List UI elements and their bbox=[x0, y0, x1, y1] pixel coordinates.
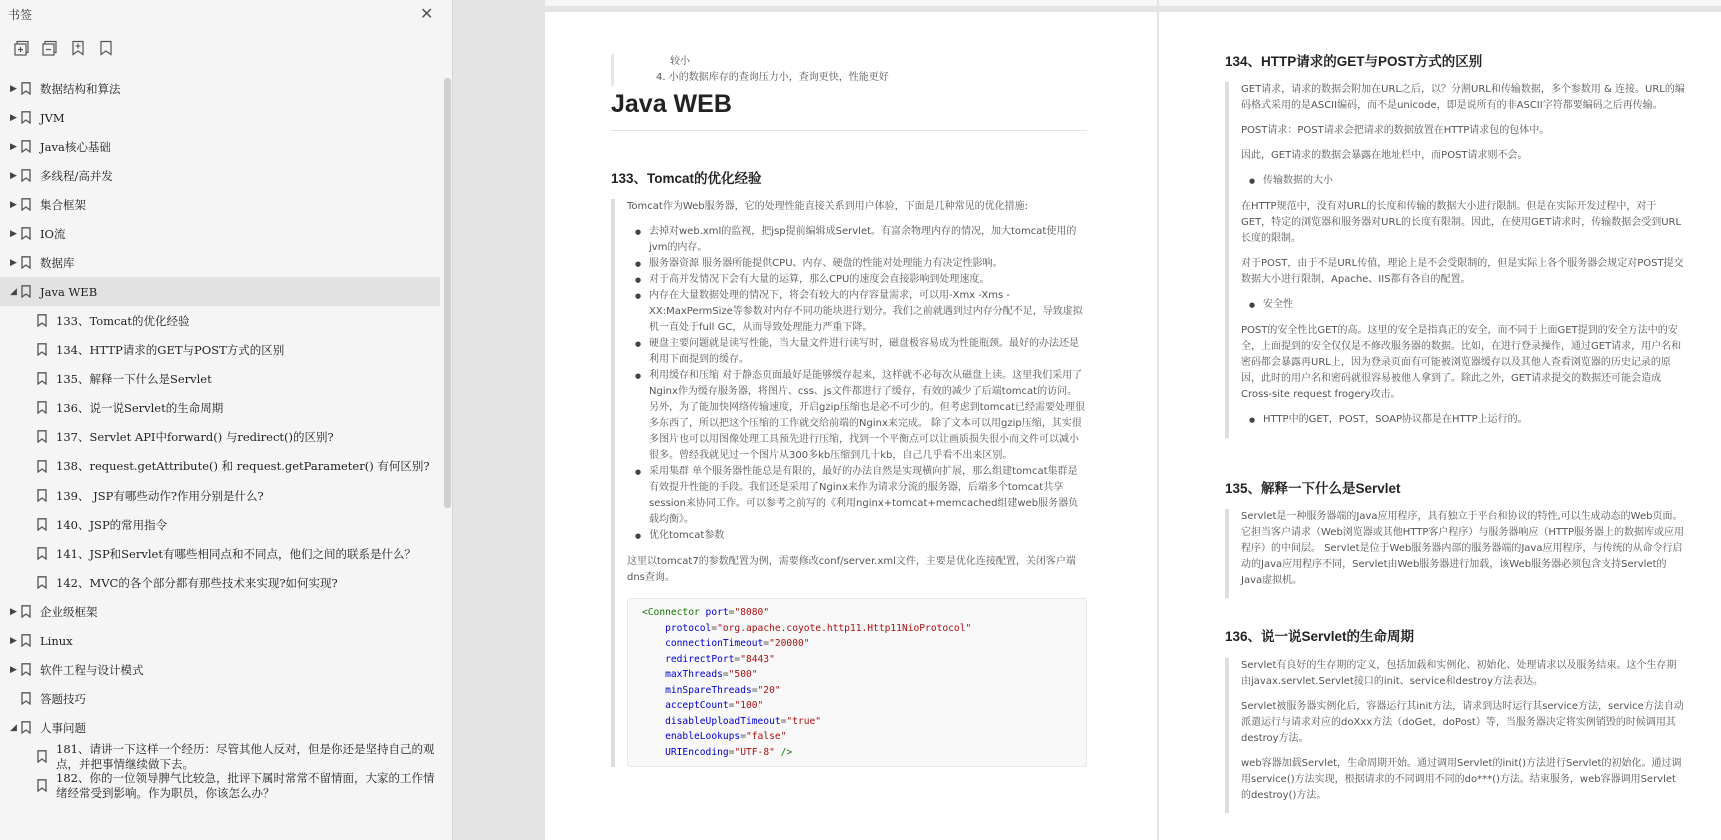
bookmark-label: IO流 bbox=[40, 226, 66, 241]
bookmark-item[interactable] bbox=[0, 132, 440, 161]
code-line: protocol="org.apache.coyote.http11.Http11NioProtocol" bbox=[665, 622, 972, 634]
paragraph: Servlet有良好的生存期的定义，包括加载和实例化、初始化、处理请求以及服务结束。这个生存期由javax.servlet.Servlet接口的init、service和destroy方法表达。 bbox=[1241, 660, 1677, 687]
blockquote-133 bbox=[611, 199, 1087, 767]
bookmarks-panel bbox=[0, 0, 453, 840]
bookmark-icon bbox=[37, 401, 47, 414]
heading-135: 135、解释一下什么是Servlet bbox=[1225, 481, 1401, 496]
bookmark-label: 企业级框架 bbox=[40, 604, 98, 619]
bookmark-icon bbox=[21, 169, 31, 182]
bookmark-label: 136、说一说Servlet的生命周期 bbox=[56, 400, 224, 415]
optimization-list bbox=[627, 224, 1087, 544]
bookmark-label: 人事问题 bbox=[40, 720, 86, 735]
bookmark-item[interactable] bbox=[0, 597, 440, 626]
bookmark-icon bbox=[37, 372, 47, 385]
bookmark-label: 181、请讲一下这样一个经历：尽管其他人反对，但是你还是坚持自己的观点，并把事情继续做下去。 bbox=[56, 741, 435, 771]
bullet-protocols: ● HTTP中的GET，POST，SOAP协议都是在HTTP上运行的。 bbox=[1241, 412, 1685, 428]
code-line: connectionTimeout="20000" bbox=[665, 638, 810, 649]
bookmark-icon bbox=[21, 111, 31, 124]
paragraph: Servlet被服务器实例化后，容器运行其init方法，请求到达时运行其service方法，service方法自动派遣运行与请求对应的doXxx方法（doGet，doPost）等，当服务器决定将实例销毁的时候调用其destroy方法。 bbox=[1241, 701, 1684, 744]
blockquote-136 bbox=[1225, 658, 1685, 813]
prev-list-item: 4. 小的数据库存的查询压力小，查询更快，性能更好 bbox=[656, 72, 889, 83]
bookmark-label: 数据结构和算法 bbox=[40, 81, 121, 96]
bookmark-icon bbox=[37, 343, 47, 356]
bookmark-item[interactable] bbox=[0, 190, 440, 219]
bookmark-item[interactable] bbox=[0, 103, 440, 132]
expand-caret-icon[interactable]: ▶ bbox=[10, 606, 17, 617]
bookmark-label: JVM bbox=[40, 110, 65, 125]
server-xml-code bbox=[627, 598, 1087, 767]
bookmark-label: 133、Tomcat的优化经验 bbox=[56, 313, 190, 328]
code-line: maxThreads="500" bbox=[665, 669, 758, 680]
bookmark-icon bbox=[37, 489, 47, 502]
expand-caret-icon[interactable]: ▶ bbox=[10, 664, 17, 675]
intro-paragraph: Tomcat作为Web服务器，它的处理性能直接关系到用户体验，下面是几种常见的优化措施: bbox=[627, 201, 1028, 212]
bookmark-label: Java核心基础 bbox=[40, 139, 111, 154]
bookmark-icon bbox=[21, 140, 31, 153]
code-value: "true" bbox=[786, 715, 822, 727]
bookmark-item[interactable] bbox=[0, 771, 440, 800]
collapse-caret-icon[interactable]: ◢ bbox=[10, 286, 17, 297]
bookmark-tree bbox=[0, 74, 440, 800]
code-attribute: connectionTimeout bbox=[665, 638, 764, 649]
bookmark-icon bbox=[21, 663, 31, 676]
bookmark-icon bbox=[21, 634, 31, 647]
bookmark-item[interactable] bbox=[0, 248, 440, 277]
expand-all-icon[interactable] bbox=[14, 40, 30, 56]
add-bookmark-icon[interactable] bbox=[70, 40, 86, 56]
bookmark-label: 138、request.getAttribute() 和 request.getParameter() 有何区别? bbox=[56, 458, 430, 473]
code-attribute: port bbox=[705, 607, 729, 618]
list-item: ● 优化tomcat参数 bbox=[627, 528, 1087, 544]
bookmark-icon bbox=[37, 518, 47, 531]
document-page-right bbox=[1159, 12, 1721, 840]
bookmark-item[interactable] bbox=[0, 74, 440, 103]
bookmark-item[interactable] bbox=[0, 451, 440, 481]
code-attribute: URIEncoding bbox=[665, 746, 729, 758]
code-value: "8443" bbox=[740, 653, 775, 665]
bookmark-item[interactable] bbox=[0, 568, 440, 597]
panel-scrollbar[interactable] bbox=[444, 78, 451, 508]
code-line: enableLookups="false" bbox=[665, 731, 787, 742]
bookmark-label: 140、JSP的常用指令 bbox=[56, 517, 168, 532]
bookmark-label: 134、HTTP请求的GET与POST方式的区别 bbox=[56, 342, 285, 357]
code-value: "8080" bbox=[734, 607, 770, 618]
bookmark-item[interactable] bbox=[0, 539, 440, 568]
expand-caret-icon[interactable]: ▶ bbox=[10, 635, 17, 646]
bookmark-item[interactable] bbox=[0, 684, 440, 713]
bookmark-icon bbox=[21, 605, 31, 618]
expand-caret-icon[interactable]: ▶ bbox=[10, 228, 17, 239]
code-value: "UTF-8" bbox=[734, 746, 775, 758]
code-attribute: minSpareThreads bbox=[665, 684, 752, 696]
bookmark-item[interactable] bbox=[0, 393, 440, 422]
bookmark-icon bbox=[37, 314, 47, 327]
bookmark-label: 182、你的一位领导脾气比较急，批评下属时常常不留情面，大家的工作情绪经常受到影响。作为职员，你该怎么办？ bbox=[56, 770, 435, 800]
close-icon[interactable]: ✕ bbox=[420, 4, 434, 23]
bookmark-item[interactable] bbox=[0, 510, 440, 539]
bookmark-icon[interactable] bbox=[98, 40, 114, 56]
bookmark-item[interactable] bbox=[0, 481, 440, 510]
bullet-security: ● 安全性 bbox=[1241, 297, 1685, 313]
config-paragraph: 这里以tomcat7的参数配置为例，需要修改conf/server.xml文件，主要是优化连接配置，关闭客户端dns查询。 bbox=[627, 556, 1076, 583]
paragraph: 在HTTP规范中，没有对URL的长度和传输的数据大小进行限制。但是在实际开发过程中，对于GET，特定的浏览器和服务器对URL的长度有限制。因此，在使用GET请求时，传输数据会受到URL长度的限制。 bbox=[1241, 201, 1682, 244]
paragraph: 对于POST，由于不是URL传值，理论上是不会受限制的，但是实际上各个服务器会规定对POST提交数据大小进行限制，Apache、IIS都有各自的配置。 bbox=[1241, 258, 1684, 285]
list-item: ● 服务器资源 服务器所能提供CPU、内存、硬盘的性能对处理能力有决定性影响。 bbox=[627, 256, 1087, 272]
bookmark-item[interactable] bbox=[0, 306, 440, 335]
list-item: ● 内存在大量数据处理的情况下，将会有较大的内存容量需求，可以用-Xmx -Xms -XX:MaxPermSize等参数对内存不同功能块进行划分。我们之前就遇到过内存分配不足，导致虚拟机一直处于full GC，从而导致处理能力严重下降。 bbox=[627, 288, 1087, 336]
bookmark-icon bbox=[21, 82, 31, 95]
prev-text-fragment: 较小 bbox=[670, 56, 690, 67]
bookmark-label: 141、JSP和Servlet有哪些相同点和不同点，他们之间的联系是什么？ bbox=[56, 546, 416, 561]
bullet-data-size: ● 传输数据的大小 bbox=[1241, 173, 1685, 189]
paragraph: web容器加载Servlet，生命周期开始。通过调用Servlet的init()方法进行Servlet的初始化。通过调用service()方法实现，根据请求的不同调用不同的do***()方法。结束服务，web容器调用Servlet的destroy()方法。 bbox=[1241, 758, 1682, 801]
code-value: "20000" bbox=[769, 638, 810, 649]
heading-136: 136、说一说Servlet的生命周期 bbox=[1225, 629, 1415, 644]
code-attribute: protocol bbox=[665, 622, 712, 634]
bookmark-icon bbox=[21, 256, 31, 269]
bookmark-label: 答题技巧 bbox=[40, 691, 86, 706]
bookmark-icon bbox=[37, 750, 47, 763]
bookmark-icon bbox=[21, 721, 31, 734]
list-item: ● 对于高并发情况下会有大量的运算，那么CPU的速度会直接影响到处理速度。 bbox=[627, 272, 1087, 288]
code-tag: <Connector bbox=[642, 607, 700, 618]
bookmark-icon bbox=[21, 285, 31, 298]
heading-134: 134、HTTP请求的GET与POST方式的区别 bbox=[1225, 54, 1483, 69]
bookmark-icon bbox=[37, 576, 47, 589]
bookmark-item[interactable] bbox=[0, 742, 440, 771]
code-value: "100" bbox=[734, 700, 764, 711]
bookmark-label: 多线程/高并发 bbox=[40, 168, 113, 183]
bookmark-item[interactable] bbox=[0, 335, 440, 364]
expand-caret-icon[interactable]: ▶ bbox=[10, 170, 17, 181]
code-value: "false" bbox=[745, 731, 787, 742]
paragraph: POST请求：POST请求会把请求的数据放置在HTTP请求包的包体中。 bbox=[1241, 125, 1550, 136]
code-value: "500" bbox=[728, 669, 758, 680]
bookmark-icon bbox=[21, 227, 31, 240]
paragraph: GET请求，请求的数据会附加在URL之后，以？分割URL和传输数据，多个参数用 & 连接。URL的编码格式采用的是ASCII编码，而不是unicode，即是说所有的非ASCII字符都要编码之后再传输。 bbox=[1241, 84, 1685, 111]
code-line: disableUploadTimeout="true" bbox=[665, 715, 822, 727]
code-line: minSpareThreads="20" bbox=[665, 684, 781, 696]
code-attribute: maxThreads bbox=[665, 669, 723, 680]
bookmark-icon bbox=[37, 460, 47, 473]
bookmark-item[interactable] bbox=[0, 655, 440, 684]
list-item: ● 去掉对web.xml的监视，把jsp提前编辑成Servlet。有富余物理内存的情况，加大tomcat使用的jvm的内存。 bbox=[627, 224, 1087, 256]
bookmark-item[interactable] bbox=[0, 161, 440, 190]
bookmark-label: Linux bbox=[40, 633, 73, 648]
previous-page-edge bbox=[545, 0, 1157, 6]
bookmark-item[interactable] bbox=[0, 626, 440, 655]
bookmark-item[interactable] bbox=[0, 219, 440, 248]
list-item: ● 利用缓存和压缩 对于静态页面最好是能够缓存起来，这样就不必每次从磁盘上读。这里我们采用了Nginx作为缓存服务器，将图片、css、js文件都进行了缓存，有效的减少了后端tomcat的访问。 另外，为了能加快网络传输速度，开启gzip压缩也是必不可少的。但考虑到tomcat已经需要处理很多东西了，所以把这个压缩的工作就交给前端的Nginx来完成。 除了文本可以用gzip压缩，其实很多图片也可以用图像处理工具预先进行压缩，找到一个平衡点可以让画质损失很小而文件可以减小很多。曾经我就见过一个图片从300多kb压缩到几十kb，自己几乎看不出来区别。 bbox=[627, 368, 1087, 464]
bookmark-icon bbox=[37, 430, 47, 443]
bookmark-item[interactable] bbox=[0, 277, 440, 306]
document-page-left bbox=[545, 12, 1157, 840]
bookmark-item[interactable] bbox=[0, 422, 440, 451]
list-item: ● 采用集群 单个服务器性能总是有限的，最好的办法自然是实现横向扩展，那么组建tomcat集群是有效提升性能的手段。我们还是采用了Nginx来作为请求分流的服务器，后端多个tomcat共享session来协同工作。可以参考之前写的《利用nginx+tomcat+memcached组建web服务器负载均衡》。 bbox=[627, 464, 1087, 528]
code-line: <Connector port="8080" bbox=[642, 607, 770, 618]
bookmark-icon bbox=[37, 547, 47, 560]
blockquote-135 bbox=[1225, 509, 1685, 598]
bookmark-label: 软件工程与设计模式 bbox=[40, 662, 144, 677]
bookmark-icon bbox=[37, 779, 47, 792]
code-line: redirectPort="8443" bbox=[665, 653, 775, 665]
expand-caret-icon[interactable]: ▶ bbox=[10, 141, 17, 152]
list-item: ● 硬盘主要问题就是读写性能，当大量文件进行读写时，磁盘极容易成为性能瓶颈。最好的办法还是利用下面提到的缓存。 bbox=[627, 336, 1087, 368]
bookmark-label: 数据库 bbox=[40, 255, 75, 270]
expand-caret-icon[interactable]: ▶ bbox=[10, 112, 17, 123]
collapse-all-icon[interactable] bbox=[42, 40, 58, 56]
bookmark-label: 137、Servlet API中forward() 与redirect()的区别? bbox=[56, 429, 334, 444]
paragraph: POST的安全性比GET的高。这里的安全是指真正的安全，而不同于上面GET提到的安全方法中的安全，上面提到的安全仅仅是不修改服务器的数据。比如，在进行登录操作，通过GET请求，用户名和密码都会暴露再URL上，因为登录页面有可能被浏览器缓存以及其他人查看浏览器的历史记录的原因，此时的用户名和密码就很容易被他人拿到了。除此之外，GET请求提交的数据还可能会造成Cross-site request frogery攻击。 bbox=[1241, 325, 1682, 400]
expand-caret-icon[interactable]: ▶ bbox=[10, 199, 17, 210]
bookmark-icon bbox=[21, 692, 31, 705]
expand-caret-icon[interactable]: ▶ bbox=[10, 83, 17, 94]
heading-133: 133、Tomcat的优化经验 bbox=[611, 171, 762, 186]
collapse-caret-icon[interactable]: ◢ bbox=[10, 722, 17, 733]
bookmark-item[interactable] bbox=[0, 713, 440, 742]
bookmark-item[interactable] bbox=[0, 364, 440, 393]
bookmark-label: 142、MVC的各个部分都有那些技术来实现?如何实现? bbox=[56, 575, 338, 590]
blockquote-134 bbox=[1225, 82, 1685, 438]
paragraph: 因此，GET请求的数据会暴露在地址栏中，而POST请求则不会。 bbox=[1241, 150, 1528, 161]
code-attribute: enableLookups bbox=[665, 731, 741, 742]
code-attribute: disableUploadTimeout bbox=[665, 715, 781, 727]
expand-caret-icon[interactable]: ▶ bbox=[10, 257, 17, 268]
bookmark-toolbar bbox=[14, 40, 114, 56]
code-attribute: redirectPort bbox=[665, 653, 735, 665]
panel-title: 书签 bbox=[8, 8, 33, 22]
bookmark-label: 135、解释一下什么是Servlet bbox=[56, 371, 212, 386]
previous-page-edge bbox=[1159, 0, 1721, 6]
code-value: "org.apache.coyote.http11.Http11NioProtocol" bbox=[717, 622, 972, 634]
bookmark-icon bbox=[21, 198, 31, 211]
code-value: "20" bbox=[757, 684, 781, 696]
section-heading-java-web: Java WEB bbox=[611, 90, 732, 118]
bookmark-label: Java WEB bbox=[40, 284, 98, 299]
bookmark-label: 集合框架 bbox=[40, 197, 86, 212]
paragraph: Servlet是一种服务器端的Java应用程序，具有独立于平台和协议的特性,可以生成动态的Web页面。它担当客户请求（Web浏览器或其他HTTP客户程序）与服务器响应（HTTP服务器上的数据库或应用程序）的中间层。 Servlet是位于Web服务器内部的服务器端的Java应用程序，与传统的从命令行启动的Java应用程序不同，Servlet由Web服务器进行加载，该Web服务器必须包含支持Servlet的Java虚拟机。 bbox=[1241, 511, 1684, 586]
code-tag: /> bbox=[780, 746, 793, 758]
bookmark-label: 139、 JSP有哪些动作?作用分别是什么? bbox=[56, 488, 264, 503]
code-line: URIEncoding="UTF-8" /> bbox=[665, 746, 793, 758]
code-line: acceptCount="100" bbox=[665, 700, 764, 711]
code-attribute: acceptCount bbox=[665, 700, 729, 711]
